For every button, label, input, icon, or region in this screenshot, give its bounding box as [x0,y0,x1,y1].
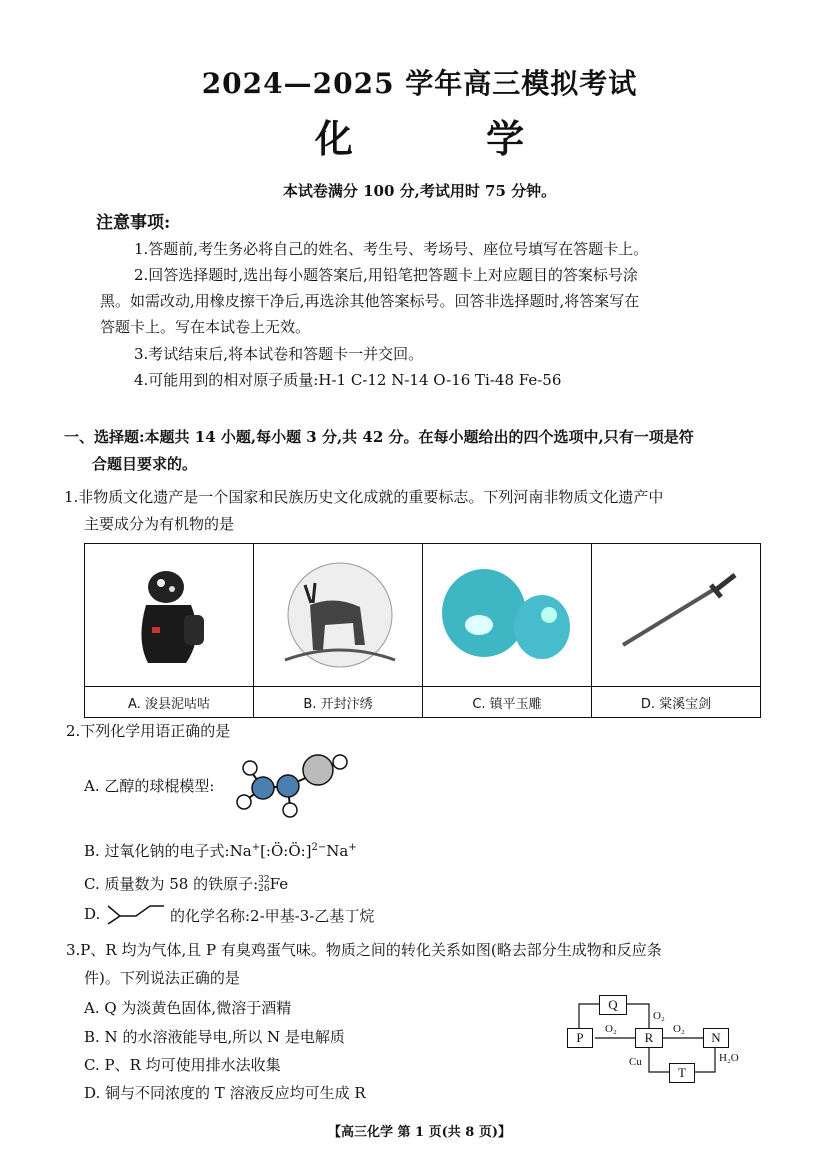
q3-option-a: A. Q 为淡黄色固体,微溶于酒精 [84,999,292,1017]
q2-option-b: B. 过氧化钠的电子式:Na+[:Ö:Ö:]$^{2-}$Na+ [84,842,357,860]
node-p: P [567,1028,593,1048]
option-a-caption: A. 浚县泥咕咕 [85,687,254,718]
notice-item: 2.回答选择题时,选出每小题答案后,用铅笔把答题卡上对应题目的答案标号涂 [134,266,638,284]
option-d-caption: D. 棠溪宝剑 [592,687,761,718]
clay-figurine-image [85,544,254,687]
sword-image [592,544,761,687]
label-o2-3: O₂ [673,1023,685,1035]
conversion-diagram [565,990,745,1090]
node-n: N [703,1028,729,1048]
mass-number: 32 [258,875,270,885]
question-1-stem-cont: 主要成分为有机物的是 [84,515,235,533]
label-o2-2: O₂ [653,1010,665,1022]
section-heading-cont: 合题目要求的。 [92,455,198,473]
notice-heading: 注意事项: [96,213,171,233]
node-t: T [669,1063,695,1083]
label-o2-1: O₂ [605,1023,617,1035]
label-cu: Cu [629,1056,642,1068]
notice-item: 答题卡上。写在本试卷上无效。 [100,318,311,336]
element-symbol: Fe [269,875,289,893]
exam-title: 2024—2025 学年高三模拟考试 [201,67,638,100]
q2-option-c-text: C. 质量数为 58 的铁原子: [84,875,259,893]
skeletal-formula [106,902,168,926]
section-heading: 一、选择题:本题共 14 小题,每小题 3 分,共 42 分。在每小题给出的四个选项中,只有一项是符 [64,428,694,446]
q2-option-d: 的化学名称:2-甲基-3-乙基丁烷 [170,907,375,925]
notice-item: 4.可能用到的相对原子质量:H-1 C-12 N-14 O-16 Ti-48 Fe-56 [134,371,562,389]
question-3-stem: 3.P、R 均为气体,且 P 有臭鸡蛋气味。物质之间的转化关系如图(略去部分生成物和反应条 [66,941,662,959]
ethanol-ball-stick-model [228,748,358,820]
q2-option-c [84,873,288,894]
option-b-caption: B. 开封汴绣 [254,687,423,718]
notice-item: 黑。如需改动,用橡皮擦干净后,再选涂其他答案标号。回答非选择题时,将答案写在 [100,292,640,310]
question-1-table [84,543,761,718]
embroidery-deer-image [254,544,423,687]
question-1-stem: 1.非物质文化遗产是一个国家和民族历史文化成就的重要标志。下列河南非物质文化遗产中 [64,488,664,506]
node-q: Q [599,995,627,1015]
node-r: R [635,1028,663,1048]
q2-option-a: A. 乙醇的球棍模型: [84,777,215,795]
q3-option-c: C. P、R 均可使用排水法收集 [84,1056,281,1074]
notice-item: 1.答题前,考生务必将自己的姓名、考生号、考场号、座位号填写在答题卡上。 [134,240,649,258]
question-3-stem-cont: 件)。下列说法正确的是 [84,969,240,987]
peroxide-ion: [:Ö:Ö:] [260,842,312,860]
notice-item: 3.考试结束后,将本试卷和答题卡一并交回。 [134,345,424,363]
jade-carving-image [423,544,592,687]
q3-option-b: B. N 的水溶液能导电,所以 N 是电解质 [84,1028,345,1046]
option-c-caption: C. 镇平玉雕 [423,687,592,718]
page-footer: 【高三化学 第 1 页(共 8 页)】 [327,1125,512,1140]
subject-title: 化 学 [314,116,585,161]
q3-option-d: D. 铜与不同浓度的 T 溶液反应均可生成 R [84,1084,366,1102]
q2-option-b-na: Na [326,842,349,860]
atomic-number: 26 [258,884,270,894]
exam-meta: 本试卷满分 100 分,考试用时 75 分钟。 [282,182,557,200]
label-h2o: H₂O [719,1052,739,1064]
question-2-stem: 2.下列化学用语正确的是 [66,722,231,740]
q2-option-b-text: B. 过氧化钠的电子式:Na [84,842,252,860]
q2-option-d-label: D. [84,905,101,923]
